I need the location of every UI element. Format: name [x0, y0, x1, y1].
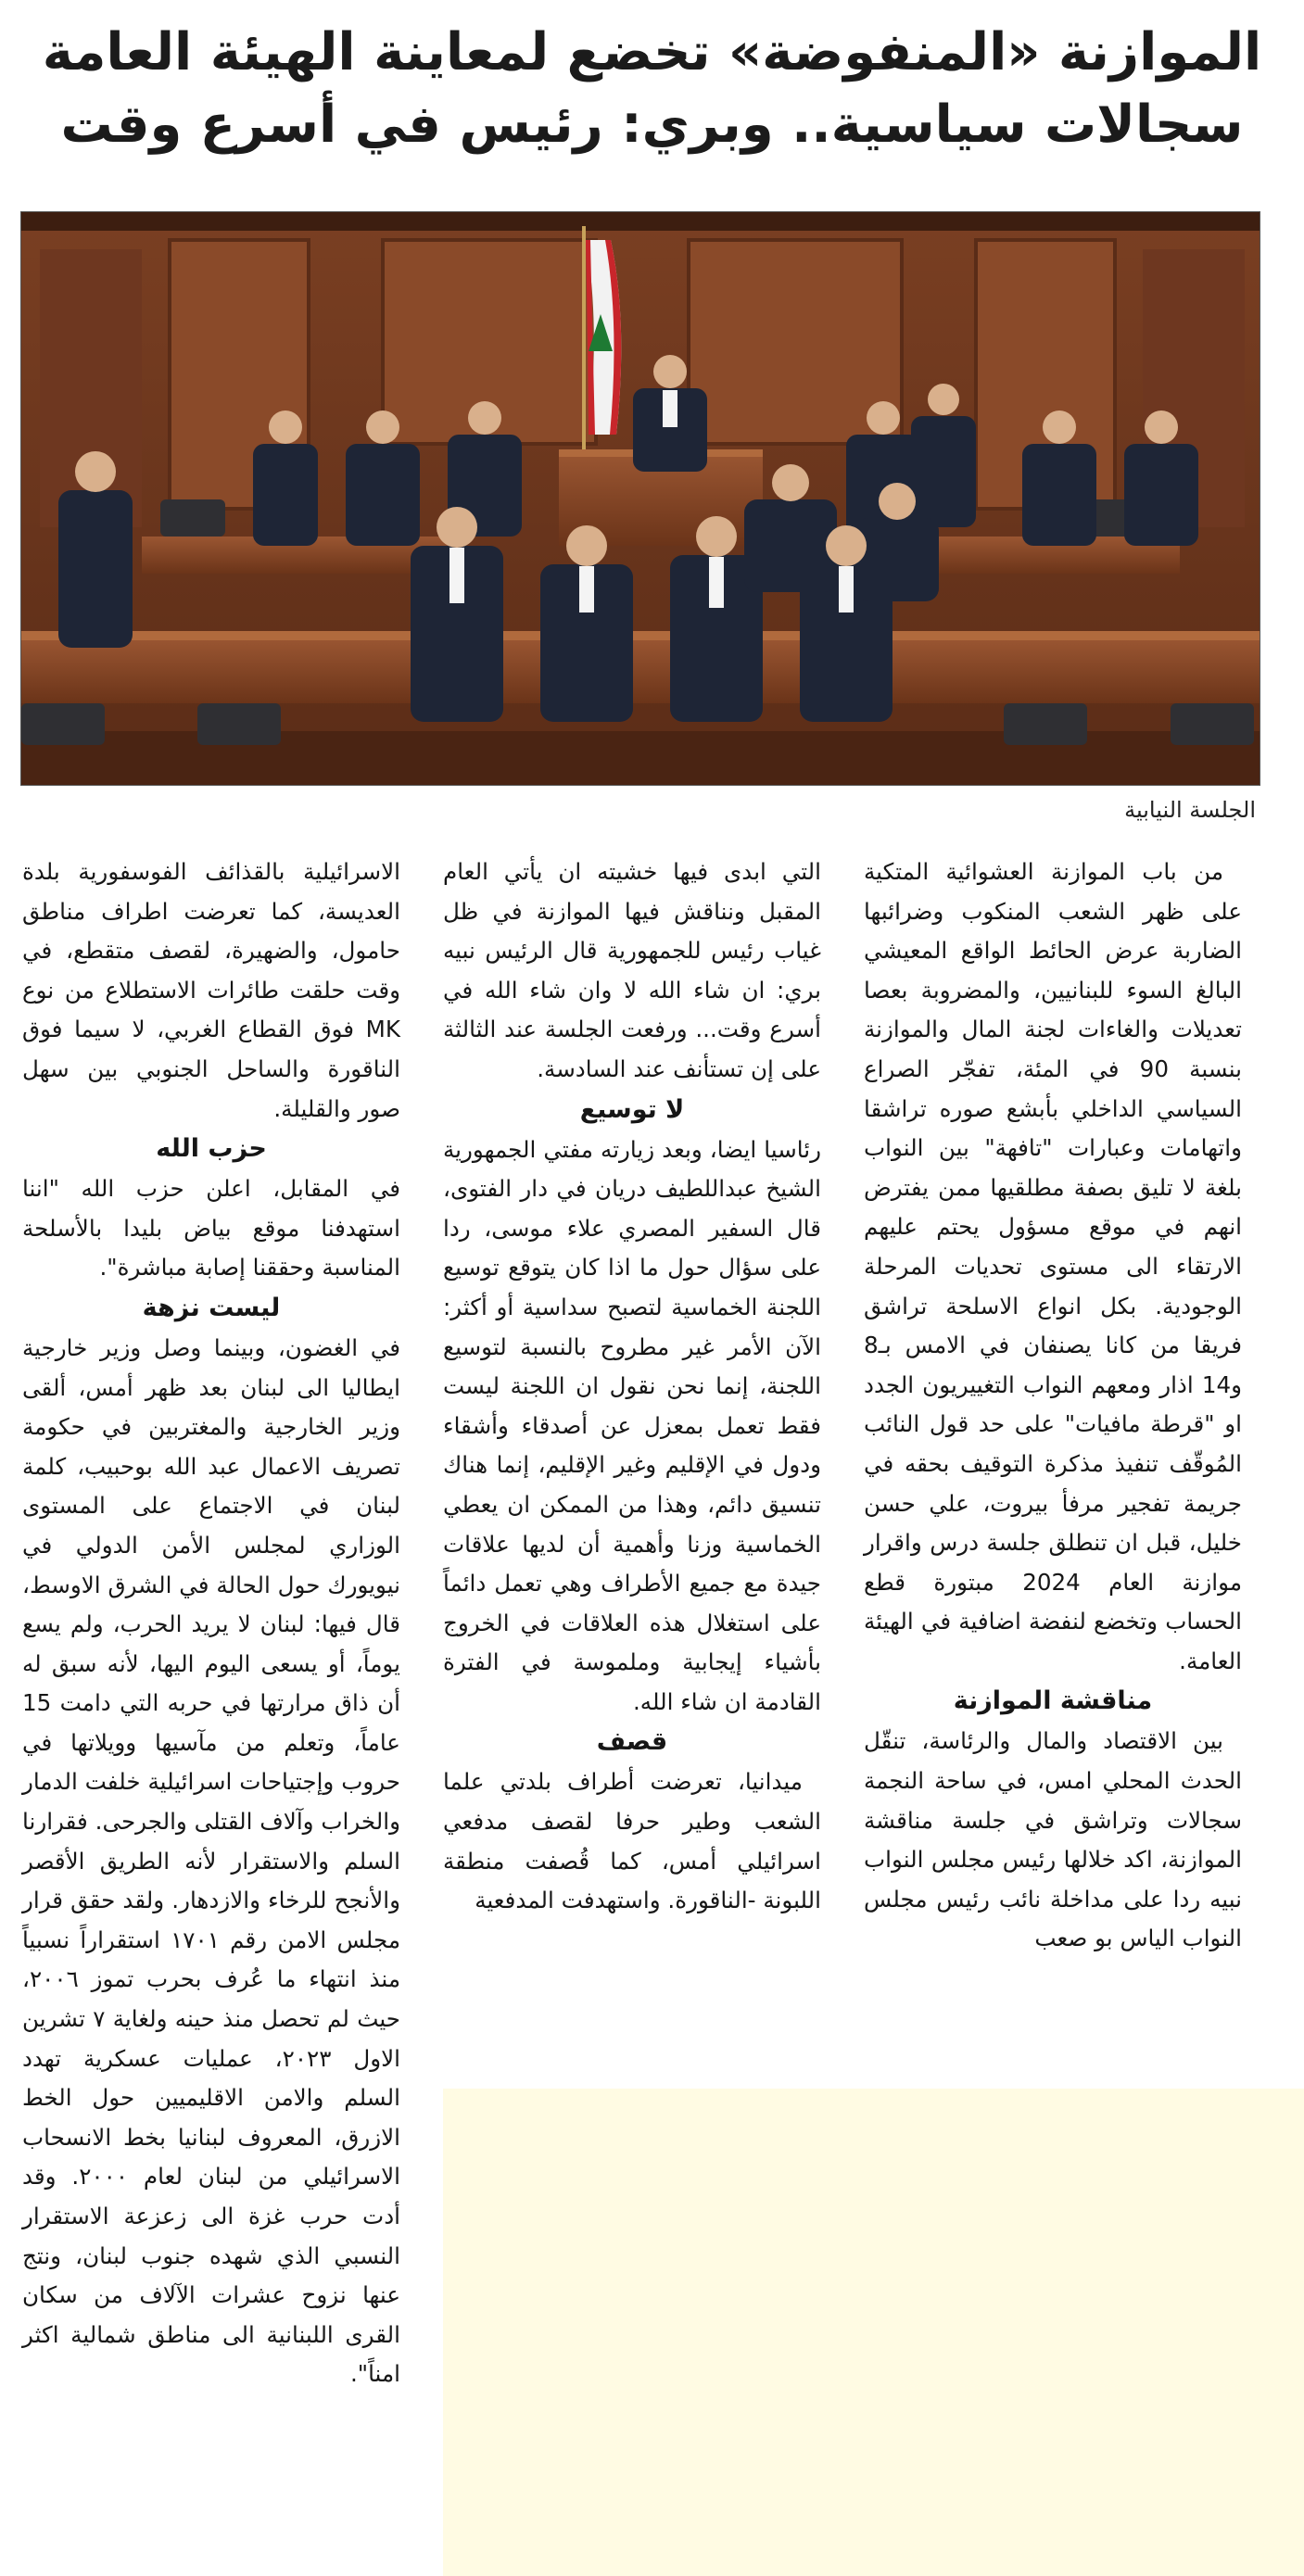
paragraph: التي ابدى فيها خشيته ان يأتي العام المقبل ونناقش فيها الموازنة في ظل غياب رئيس للجمهورية قال الرئيس نبيه بري: ان شاء الله لا وان شاء الله في أسرع وقت... ورفعت الجلسة عند الثالثة على إن تستأنف عند السادسة. [443, 858, 821, 1082]
subheading: ليست نزهة [142, 1293, 281, 1322]
article-column-1 [864, 852, 1242, 1959]
article-column-2 [443, 852, 821, 1921]
paragraph: ميدانيا، تعرضت أطراف بلدتي علما الشعب وطير حرفا لقصف مدفعي اسرائيلي أمس، كما قُصفت منطقة اللبونة -الناقورة. واستهدفت المدفعية [443, 1768, 821, 1914]
article-column-3 [22, 852, 400, 2394]
subheading: حزب الله [156, 1134, 267, 1164]
paragraph: في المقابل، اعلن حزب الله "اننا استهدفنا موقع بياض بليدا بالأسلحة المناسبة وحققنا إصابة مباشرة". [22, 1175, 400, 1282]
blank-ad-area [443, 2089, 1304, 2576]
headline-line-2: سجالات سياسية.. وبري: رئيس في أسرع وقت [60, 95, 1244, 155]
subheading: لا توسيع [579, 1094, 685, 1124]
headline [28, 17, 1276, 161]
paragraph: رئاسيا ايضا، وبعد زيارته مفتي الجمهورية الشيخ عبداللطيف دريان في دار الفتوى، قال السفير المصري علاء موسى، ردا على سؤال حول ما اذا كان يتوقع توسيع اللجنة الخماسية لتصبح سداسية أو أكثر: الآن الأمر غير مطروح بالنسبة لتوسيع اللجنة، إنما نحن نقول ان اللجنة ليست فقط تعمل بمعزل عن أصدقاء وأشقاء ودول في الإقليم وغير الإقليم، إنما هناك تنسيق دائم، وهذا من الممكن ان يعطي الخماسية وزنا وأهمية أن لديها علاقات جيدة مع جميع الأطراف وهي تعمل دائماً على استغلال هذه العلاقات في الخروج بأشياء إيجابية وملموسة في الفترة القادمة ان شاء الله. [443, 1135, 821, 1715]
paragraph: في الغضون، وبينما وصل وزير خارجية ايطاليا الى لبنان بعد ظهر أمس، ألقى وزير الخارجية والمغتربين في حكومة تصريف الاعمال عبد الله بوحبيب، كلمة لبنان في الاجتماع على المستوى الوزاري لمجلس الأمن الدولي في نيويورك حول الحالة في الشرق الاوسط، قال فيها: لبنان لا يريد الحرب، ولم يسع يوماً، أو يسعى اليوم اليها، لأنه سبق له أن ذاق مرارتها في حربه التي دامت 15 عاماً، وتعلم من مآسيها وويلاتها في حروب وإجتياحات اسرائيلية خلفت الدمار والخراب وآلاف القتلى والجرحى. فقرارنا السلم والاستقرار لأنه الطريق الأقصر والأنجح للرخاء والازدهار. ولقد حقق قرار مجلس الامن رقم ١٧٠١ استقراراً نسبياً منذ انتهاء ما عُرف بحرب تموز ٢٠٠٦، حيث لم تحصل منذ حينه ولغاية ٧ تشرين الاول ٢٠٢٣، عمليات عسكرية تهدد السلم والامن الاقليميين حول الخط الازرق، المعروف لبنانيا بخط الانسحاب الاسرائيلي من لبنان لعام ٢٠٠٠. وقد أدت حرب غزة الى زعزعة الاستقرار النسبي الذي شهده جنوب لبنان، ونتج عنها نزوح عشرات الآلاف من سكان القرى اللبنانية الى مناطق شمالية اكثر امناً". [22, 1333, 400, 2388]
parliament-session-photo [20, 211, 1260, 786]
paragraph: الاسرائيلية بالقذائف الفوسفورية بلدة العديسة، كما تعرضت اطراف مناطق حامول، والضهيرة، لقصف متقطع، في وقت حلقت طائرات الاستطلاع من نوع MK فوق القطاع الغربي، لا سيما فوق الناقورة والساحل الجنوبي بين سهل صور والقليلة. [22, 858, 400, 1122]
paragraph: بين الاقتصاد والمال والرئاسة، تنقّل الحدث المحلي امس، في ساحة النجمة سجالات وتراشق في جلسة مناقشة الموازنة، اكد خلالها رئيس مجلس النواب نبيه ردا على مداخلة نائب رئيس مجلس النواب الياس بو صعب [864, 1727, 1242, 1952]
subheading: قصف [596, 1727, 668, 1757]
paragraph: من باب الموازنة العشوائية المتكية على ظهر الشعب المنكوب وضرائبها الضاربة عرض الحائط الواقع المعيشي البالغ السوء للبنانيين، والمضروبة بعصا تعديلات والغاءات لجنة المال والموازنة بنسبة 90 في المئة، تفجّر الصراع السياسي الداخلي بأبشع صوره تراشقا واتهامات وعبارات "تافهة" بين النواب بلغة لا تليق بصفة مطلقيها ممن يفترض انهم في موقع مسؤول يحتم عليهم الارتقاء الى مستوى تحديات المرحلة الوجودية. بكل انواع الاسلحة تراشق فريقا من كانا يصنفان في الامس بـ8 و14 اذار ومعهم النواب التغييريون الجدد او "قرطة مافيات" على حد قول النائب المُوقّف تنفيذ مذكرة التوقيف بحقه في جريمة تفجير مرفأ بيروت، علي حسن خليل، قبل ان تنطلق جلسة درس واقرار موازنة العام 2024 مبتورة قطع الحساب وتخضع لنفضة اضافية في الهيئة العامة. [864, 858, 1242, 1674]
photo-caption: الجلسة النيابية [1124, 797, 1256, 823]
subheading: مناقشة الموازنة [953, 1686, 1153, 1716]
headline-line-1: الموازنة «المنفوضة» تخضع لمعاينة الهيئة العامة [42, 22, 1262, 82]
